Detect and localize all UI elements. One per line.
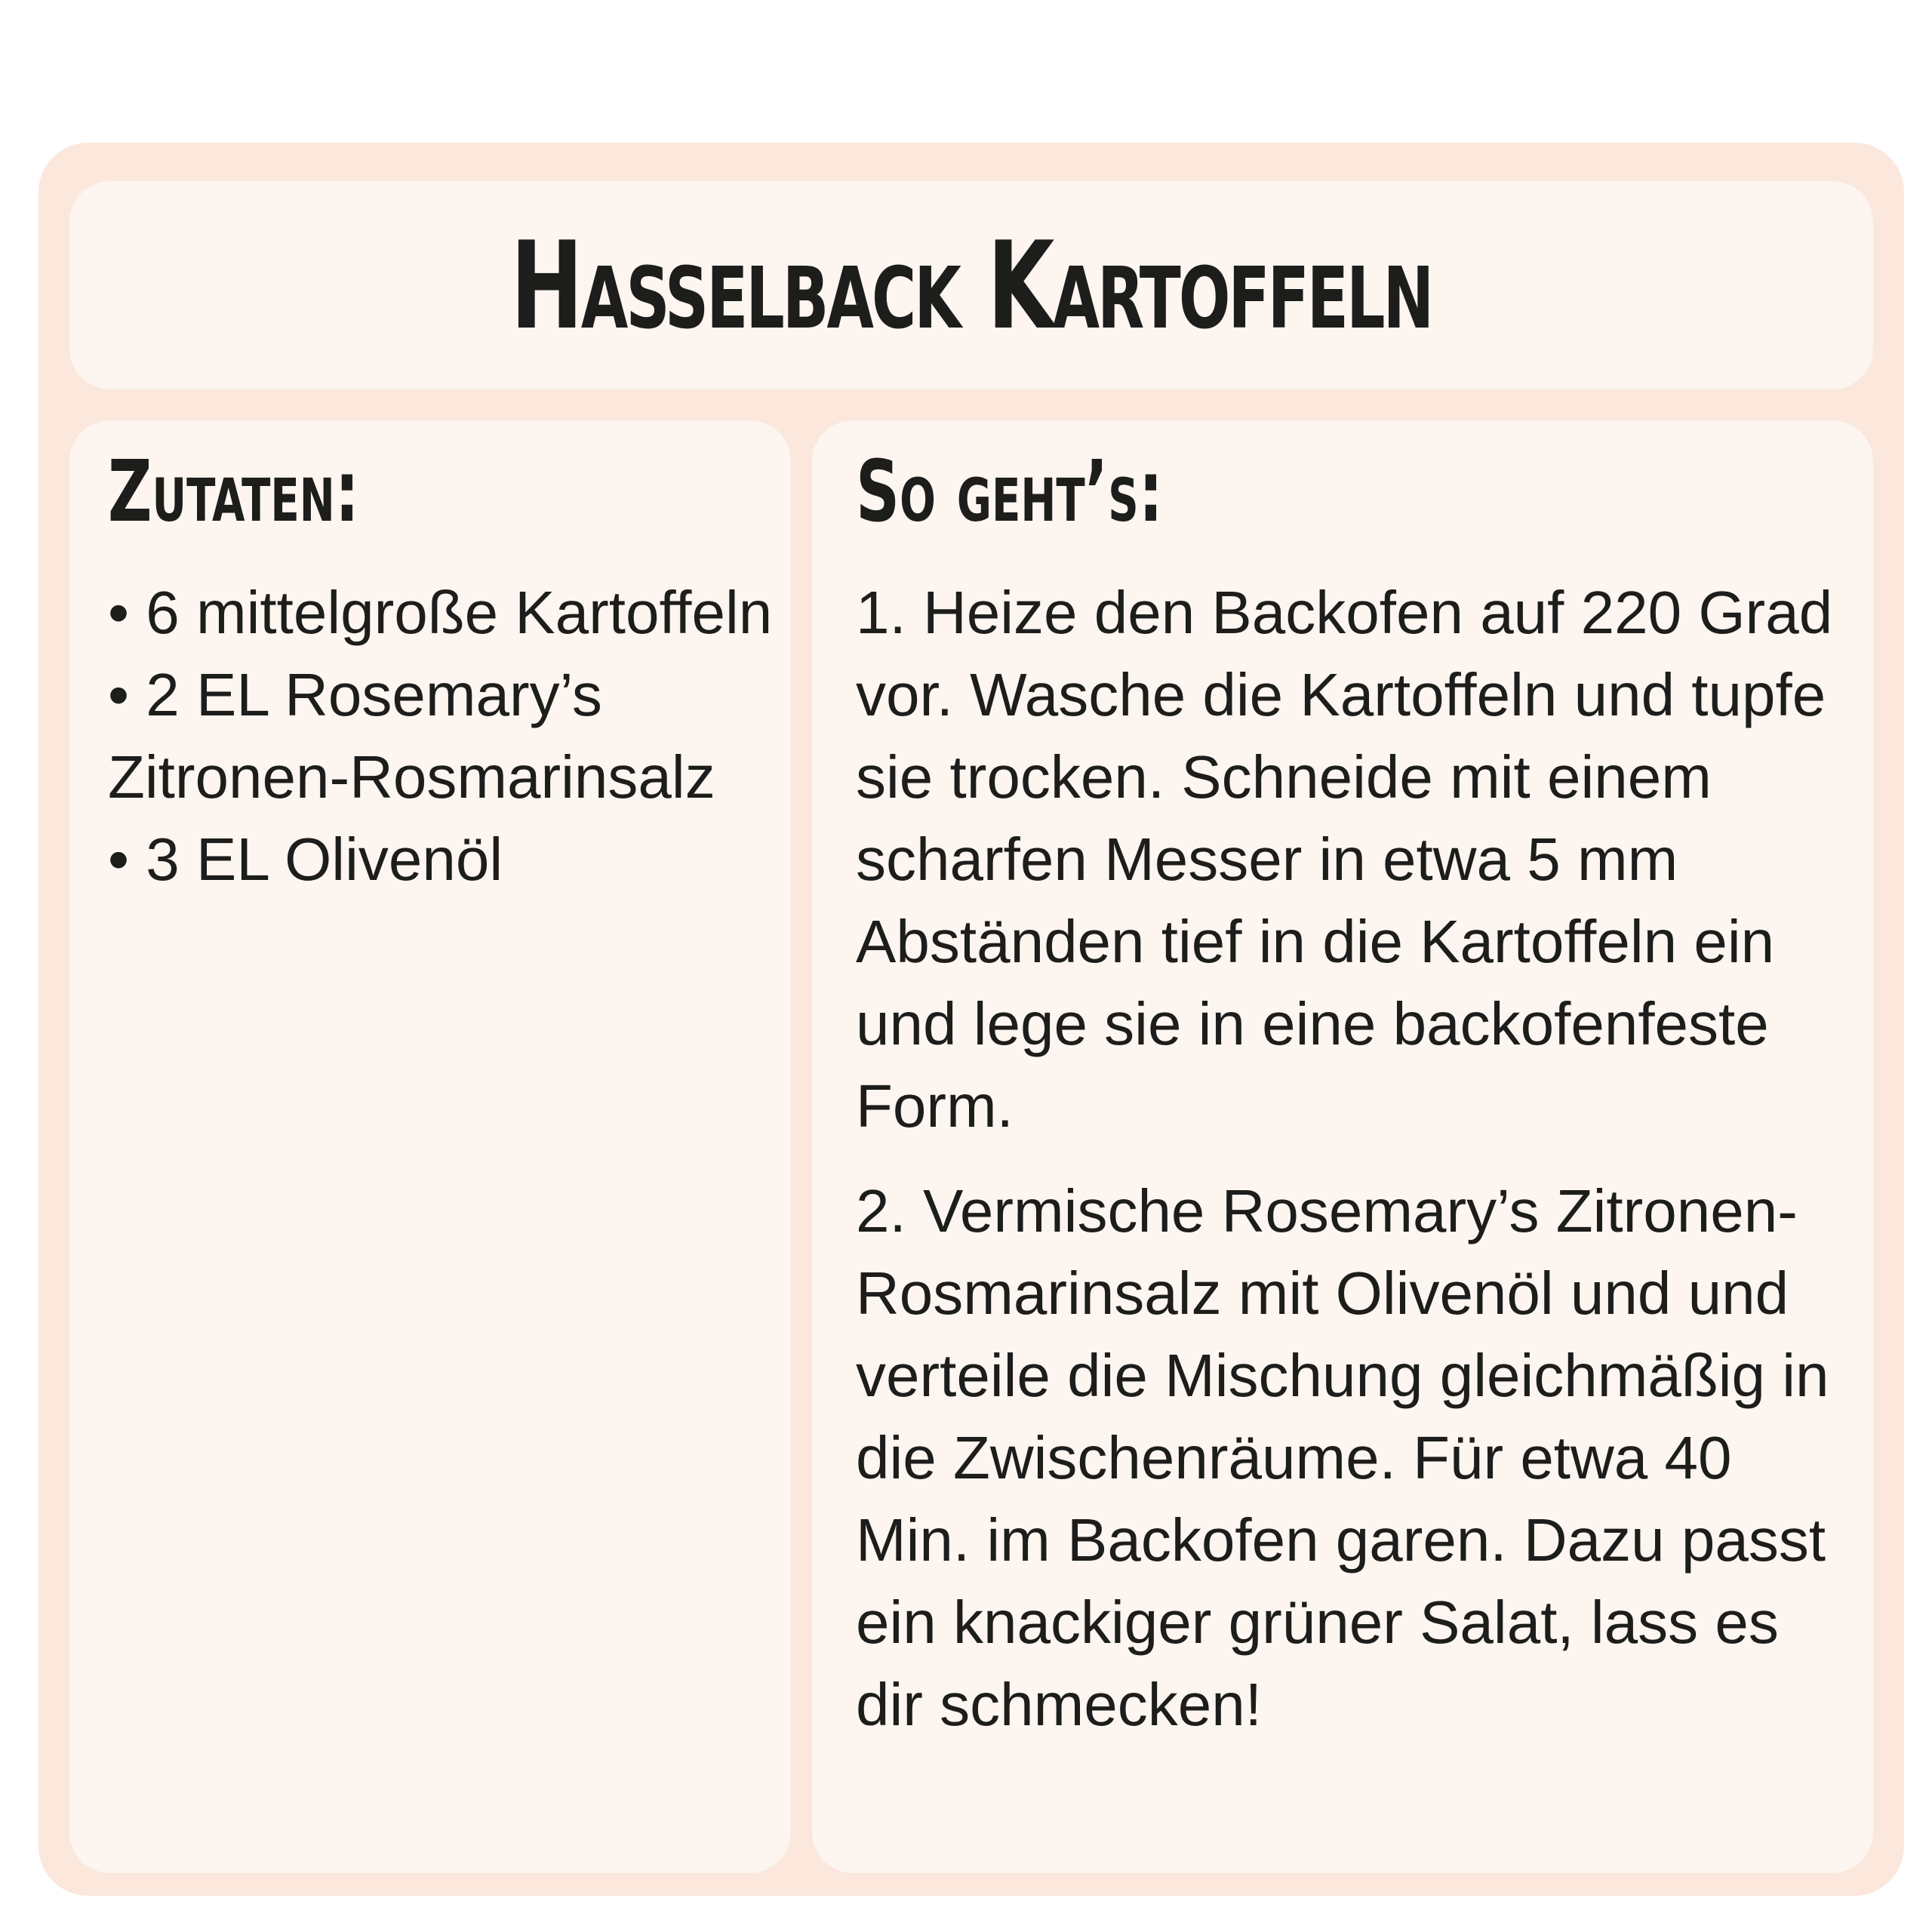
instruction-step: 1. Heize den Backofen auf 220 Grad vor. Wasche die Kartoffeln und tupfe sie trocken. Schneide mit einem scharfen Messer in etwa 5 mm Abständen tief in die Kartoffeln ein und lege sie in eine backofenfeste Form. xyxy=(856,579,1833,1140)
ingredient-item: • 6 mittelgroße Kartoffeln xyxy=(108,571,791,654)
title-panel xyxy=(69,181,1873,389)
instructions-heading: So geht’s: xyxy=(856,443,1164,541)
recipe-title: Hasselback Kartoffeln xyxy=(510,214,1432,356)
ingredient-item: • 2 EL Rosemary’s Zitronen-Rosmarinsalz xyxy=(108,654,791,818)
instruction-step: 2. Vermische Rosemary’s Zitronen-Rosmarinsalz mit Olivenöl und und verteile die Mischung gleichmäßig in die Zwischenräume. Für etwa 40 Min. im Backofen garen. Dazu passt ein knackiger grüner Salat, lass es dir schmecken! xyxy=(856,1177,1829,1738)
ingredients-heading: Zutaten: xyxy=(108,443,360,541)
ingredients-panel xyxy=(69,420,791,1873)
ingredient-item: • 3 EL Olivenöl xyxy=(108,818,791,900)
ingredients-list xyxy=(108,571,791,900)
instructions-panel xyxy=(812,420,1873,1873)
